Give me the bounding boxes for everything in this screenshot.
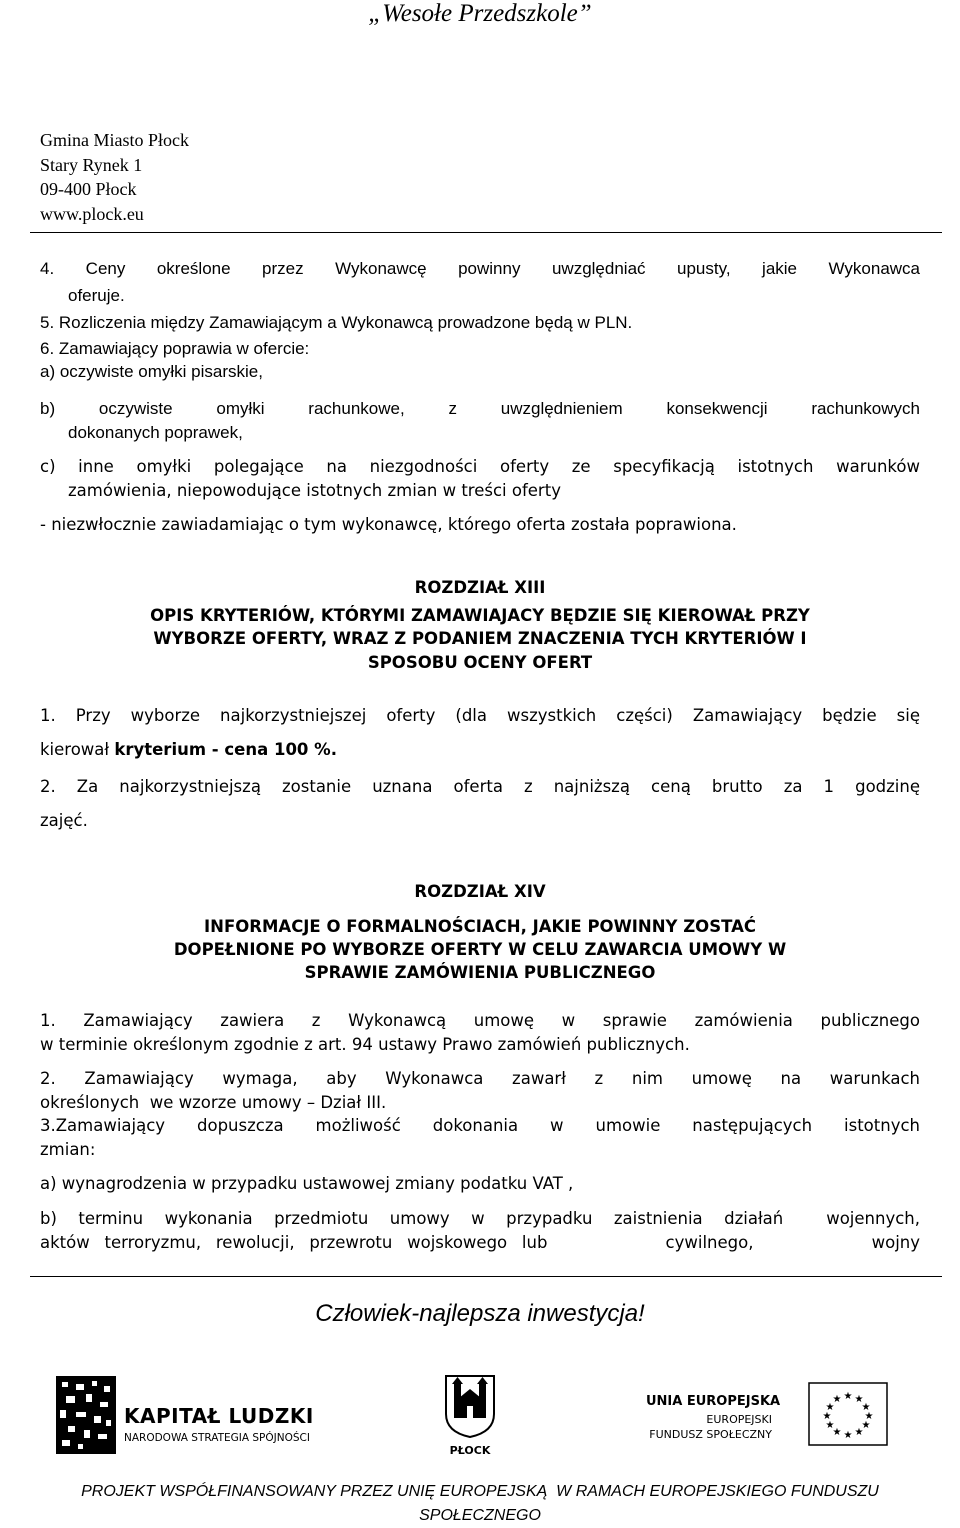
plock-coat-of-arms-icon: [444, 1374, 496, 1438]
eu-fund-line: FUNDUSZ SPOŁECZNY: [649, 1428, 772, 1441]
item-6: 6. Zamawiający poprawia w ofercie:: [40, 339, 310, 358]
chapter-13-title: SPOSOBU OCENY OFERT: [367, 653, 593, 672]
chapter-14-title: INFORMACJE O FORMALNOŚCIACH, JAKIE POWINNY ZOSTAĆ: [204, 917, 756, 936]
eu-fund-line: EUROPEJSKI: [706, 1413, 772, 1426]
footer-note-line: SPOŁECZNEGO: [419, 1507, 541, 1524]
eu-title: UNIA EUROPEJSKA: [646, 1394, 781, 1409]
header-divider: [30, 232, 942, 233]
document-header-title: „Wesołe Przedszkole”: [368, 0, 592, 27]
address-line: Stary Rynek 1: [40, 154, 143, 175]
chapter-13-title: WYBORZE OFERTY, WRAZ Z PODANIEM ZNACZENIA TYCH KRYTERIÓW I: [153, 629, 807, 648]
formalities-paragraph-2: 2. Zamawiający wymaga, aby Wykonawca zawarł z nim umowę na warunkach: [40, 1069, 920, 1088]
kapital-ludzki-title: KAPITAŁ LUDZKI: [124, 1404, 314, 1428]
change-item-b: aktów terroryzmu, rewolucji, przewrotu wojskowego lub cywilnego, wojny: [40, 1233, 920, 1252]
formalities-paragraph-1: w terminie określonym zgodnie z art. 94 ustawy Prawo zamówień publicznych.: [40, 1035, 690, 1054]
svg-text:★: ★: [843, 1430, 853, 1441]
footer-divider: [30, 1276, 942, 1277]
svg-text:★: ★: [861, 1402, 871, 1413]
svg-text:★: ★: [843, 1391, 853, 1402]
formalities-paragraph-2: określonych we wzorze umowy – Dział III.: [40, 1093, 387, 1112]
item-6c-line: c) inne omyłki polegające na niezgodności oferty ze specyfikacją istotnych warunków: [40, 457, 920, 476]
chapter-14-title: SPRAWIE ZAMÓWIENIA PUBLICZNEGO: [304, 963, 656, 982]
change-item-b: b) terminu wykonania przedmiotu umowy w przypadku zaistnienia działań wojennych,: [40, 1209, 920, 1228]
address-line: www.plock.eu: [40, 203, 144, 224]
svg-text:★: ★: [825, 1402, 835, 1413]
criteria-paragraph-1: 1. Przy wyborze najkorzystniejszej oferty (dla wszystkich części) Zamawiający będzie się: [40, 706, 920, 725]
criteria-prefix: kierował: [40, 740, 115, 759]
item-4-line: 4. Ceny określone przez Wykonawcę powinny uwzględniać upusty, jakie Wykonawca: [40, 259, 920, 278]
svg-text:★: ★: [822, 1411, 832, 1422]
svg-text:★: ★: [854, 1427, 864, 1438]
address-line: 09-400 Płock: [40, 179, 137, 199]
kapital-ludzki-subtitle: NARODOWA STRATEGIA SPÓJNOŚCI: [124, 1432, 310, 1444]
chapter-13-title: OPIS KRYTERIÓW, KTÓRYMI ZAMAWIAJACY BĘDZIE SIĘ KIEROWAŁ PRZY: [150, 606, 810, 625]
formalities-paragraph-3: 3.Zamawiający dopuszcza możliwość dokonania w umowie następujących istotnych: [40, 1116, 920, 1135]
item-4-line: oferuje.: [68, 286, 125, 305]
criteria-value: kryterium - cena 100 %.: [114, 740, 337, 759]
formalities-paragraph-1: 1. Zamawiający zawiera z Wykonawcą umowę w sprawie zamówienia publicznego: [40, 1011, 920, 1030]
svg-text:★: ★: [854, 1394, 864, 1405]
svg-text:★: ★: [832, 1394, 842, 1405]
svg-text:★: ★: [832, 1427, 842, 1438]
kapital-ludzki-logo-text: [124, 1404, 314, 1444]
address-line: Gmina Miasto Płock: [40, 130, 189, 150]
footer-cofinancing-note: [0, 1480, 960, 1528]
eu-flag-icon: [808, 1382, 888, 1446]
item-6b-line: b) oczywiste omyłki rachunkowe, z uwzględnieniem konsekwencji rachunkowych: [40, 399, 920, 418]
chapter-14-label: ROZDZIAŁ XIV: [414, 882, 546, 901]
chapter-14-title: DOPEŁNIONE PO WYBORZE OFERTY W CELU ZAWARCIA UMOWY W: [173, 940, 787, 959]
item-6b-line: dokonanych poprawek,: [68, 423, 243, 442]
chapter-13-label: ROZDZIAŁ XIII: [414, 578, 546, 597]
item-6a: a) oczywiste omyłki pisarskie,: [40, 362, 263, 381]
plock-label: PŁOCK: [449, 1444, 491, 1457]
address-block: [40, 128, 189, 226]
svg-text:★: ★: [864, 1411, 874, 1422]
criteria-paragraph-2: zajęć.: [40, 811, 88, 830]
correction-notice: - niezwłocznie zawiadamiając o tym wykonawcę, którego oferta została poprawiona.: [40, 515, 737, 534]
kapital-ludzki-logo-icon: [56, 1376, 116, 1454]
change-item-a: a) wynagrodzenia w przypadku ustawowej zmiany podatku VAT ,: [40, 1174, 574, 1193]
eu-logo-text: [646, 1394, 796, 1441]
criteria-paragraph-2: 2. Za najkorzystniejszą zostanie uznana oferta z najniższą ceną brutto za 1 godzinę: [40, 777, 920, 796]
svg-text:★: ★: [825, 1420, 835, 1431]
criteria-paragraph-1: [40, 740, 920, 759]
footer-slogan: Człowiek-najlepsza inwestycja!: [315, 1300, 645, 1327]
formalities-paragraph-3: zmian:: [40, 1140, 96, 1159]
item-5: 5. Rozliczenia między Zamawiającym a Wykonawcą prowadzone będą w PLN.: [40, 313, 633, 332]
svg-text:★: ★: [861, 1420, 871, 1431]
footer-note-line: PROJEKT WSPÓŁFINANSOWANY PRZEZ UNIĘ EUROPEJSKĄ W RAMACH EUROPEJSKIEGO FUNDUSZU: [81, 1483, 879, 1500]
item-6c-line: zamówienia, niepowodujące istotnych zmian w treści oferty: [68, 481, 561, 500]
